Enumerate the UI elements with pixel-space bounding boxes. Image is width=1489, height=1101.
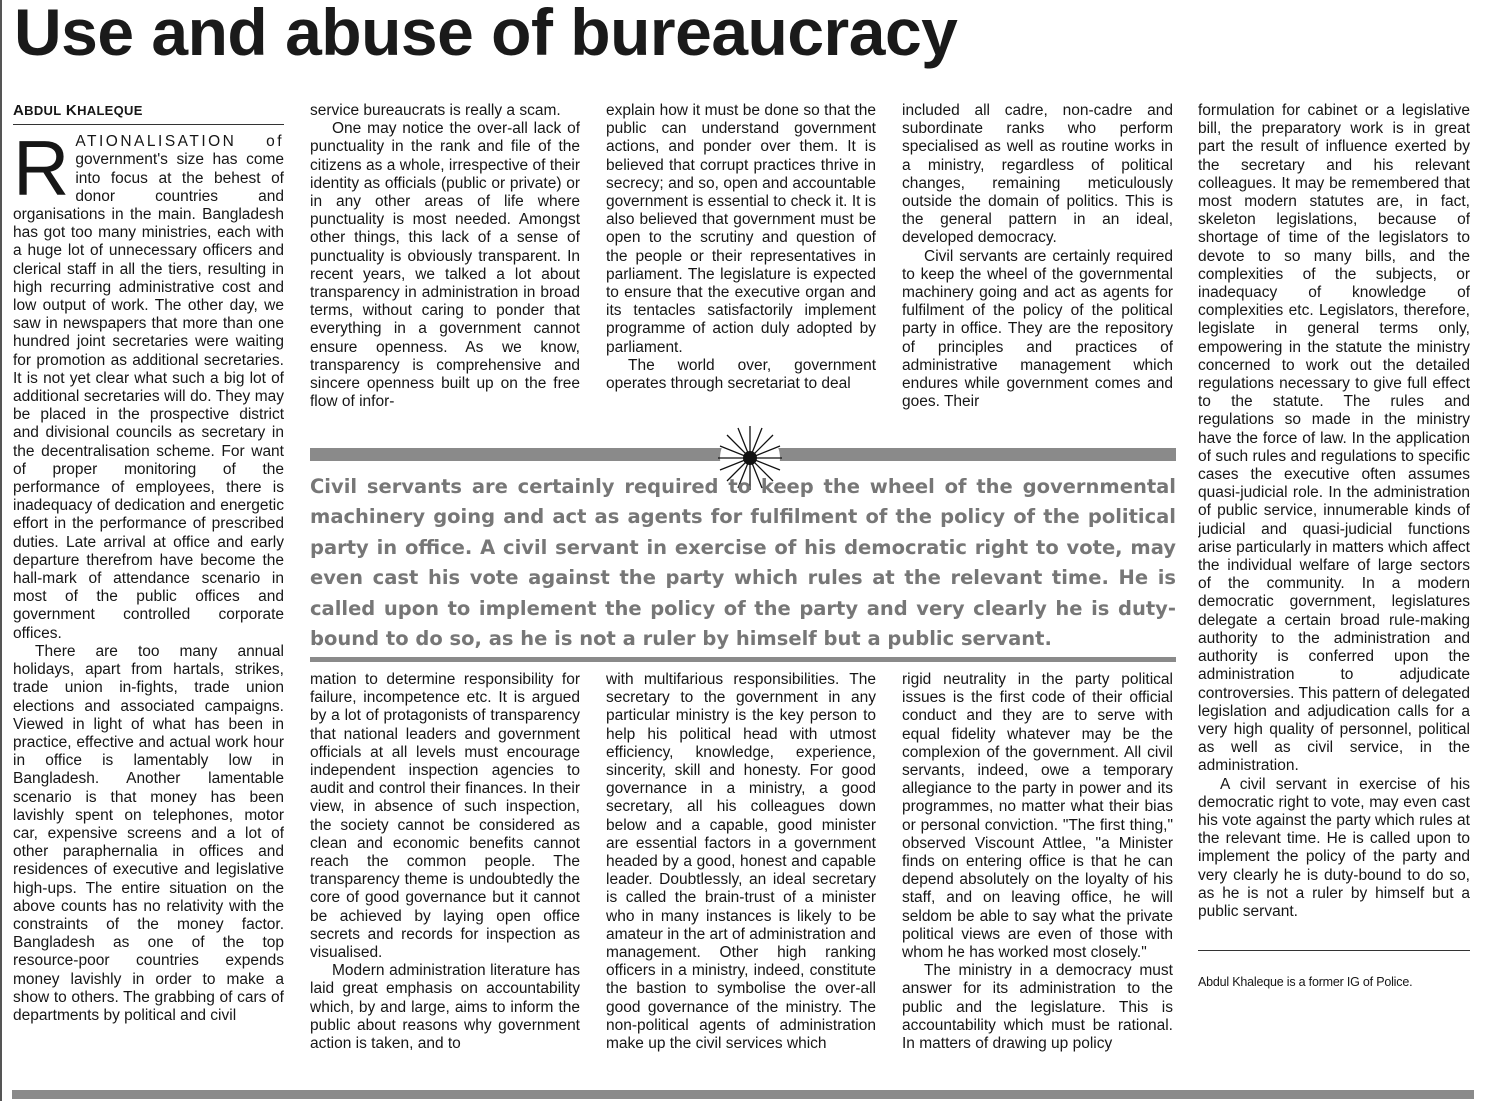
paragraph: service bureaucrats is really a scam.	[310, 102, 561, 119]
lead-caps: ATIONALISATION of	[75, 133, 284, 151]
paragraph: included all cadre, non-cadre and subordinate ranks who perform specialised as well as routine works in a ministry, regardless of political changes, remaining meticulously outside the domain of politics. This is the general pattern in an ideal, developed democracy.	[902, 102, 1173, 247]
paragraph: There are too many annual holidays, apart from hartals, strikes, trade union in-fights, trade union elections and associated campaigns. Viewed in light of what has been in practice, effective and actual work hour in office is lamentably low in Bangladesh. Another lamentable scenario is that money has been lavishly spent on telephones, motor car, expensive screens and a lot of other paraphernalia in offices and residences of executive and legislative high-ups. The entire situation on the above counts has no relativity with the constraints of the money factor. Bangladesh as one of the top resource-poor countries expends money lavishly in order to make a show to others. The grabbing of cars of departments by political and civil	[13, 642, 284, 1024]
column-2-bottom	[310, 671, 580, 1083]
column-4-top	[902, 102, 1173, 422]
column-5	[1198, 102, 1470, 946]
pullquote: Civil servants are certainly required to keep the wheel of the governmental machinery going and act as agents for fulfilment of the policy of the political party in office. A civil servant in exercise of his democratic right to vote, may even cast his vote against the party which rules at the relevant time. He is called upon to implement the policy of the party and very clearly he is duty-bound to do so, as he is not a ruler by himself but a public servant.	[310, 475, 1176, 651]
headline: Use and abuse of bureaucracy	[14, 0, 958, 69]
column-1	[13, 102, 284, 1077]
paragraph: mation to determine responsibility for failure, incompetence etc. It is argued by a lot of protagonists of transparency that national leaders and government officials at all levels must encourage independent inspection agencies to audit and control their finances. In their view, in absence of such inspection, the society cannot be considered as clean and economic benefits cannot reach the common people. The transparency theme is undoubtedly the core of good governance but it cannot be achieved by laying open office secrets and records for inspection as visualised.	[310, 671, 580, 962]
column-3-bottom	[606, 671, 876, 1083]
paragraph: The world over, government operates through secretariat to deal	[606, 356, 876, 393]
byline: ABDUL KHALEQUE	[13, 102, 284, 125]
author-note: Abdul Khaleque is a former IG of Police.	[1198, 975, 1413, 989]
pullquote-bottom-bar	[310, 657, 1176, 662]
paragraph: with multifarious responsibilities. The secretary to the government in any particular ministry is the key person to help his political head with utmost efficiency, knowledge, experience, sincerity, skill and honesty. For good governance in a ministry, a good secretary, all his colleagues down below and a capable, good minister are essential factors in a government headed by a good, honest and capable leader. Doubtlessly, an ideal secretary is called the brain-trust of a minister who in many instances is likely to be amateur in the art of administration and management. Other high ranking officers in a ministry, indeed, constitute the bastion to symbolise the over-all good governance of the ministry. The non-political agents of administration make up the civil services which	[606, 671, 876, 1053]
column-4-bottom	[902, 671, 1173, 1083]
paragraph: rigid neutrality in the party political issues is the first code of their official conduct and they are to serve with equal fidelity whatever may be the complexion of the government. All civil servants, indeed, owe a temporary allegiance to the party in power and its programmes, no matter what their bias or personal conviction. "The first thing," observed Viscount Attlee, "a Minister finds on entering office is that he can depend absolutely on the loyalty of his staff, and on leaving office, he will seldom be able to say what the private political views are even of those with whom he has worked most closely."	[902, 671, 1173, 962]
paragraph: explain how it must be done so that the public can understand government actions, and ponder over them. It is believed that corrupt practices thrive in secrecy; and so, open and accountable government is essential to check it. It is also believed that government must be open to the scrutiny and question of the people or their representatives in parliament. The legislature is expected to ensure that the executive organ and its tentacles satisfactorily implement programme of action duly adopted by parliament.	[606, 102, 876, 356]
page-bottom-bar	[12, 1090, 1474, 1099]
lead-paragraph: RATIONALISATION of government's size has come into focus at the behest of donor countries and organisations in the main. Bangladesh has got too many ministries, each with a huge lot of unnecessary officers and clerical staff in all the tiers, resulting in high recurring administrative cost and low output of work. The other day, we saw in newspapers that more than one hundred joint secretaries were waiting for promotion as additional secretaries. It is not yet clear what such a big lot of additional secretaries will do. They may be placed in the prospective district and divisional councils as secretary in the decentralisation scheme. For want of proper monitoring of the performance of employees, there is inadequacy of dedication and energetic effort in the performance of prescribed duties. Late arrival at office and early departure therefrom have become the hall-mark of attendance scenario in most of the public offices and government controlled corporate offices.	[13, 124, 284, 642]
paragraph: The ministry in a democracy must answer for its administration to the public and the legislature. This is accountability which must be rational. In matters of drawing up policy	[902, 962, 1173, 1053]
paragraph: A civil servant in exercise of his democratic right to vote, may even cast his vote against the party which rules at the relevant time. He is called upon to implement the policy of the party and very clearly he is duty-bound to do so, as he is not a ruler by himself but a public servant.	[1198, 775, 1470, 920]
paragraph: Civil servants are certainly required to keep the wheel of the governmental machinery going and act as agents for fulfilment of the policy of the political party in office. They are the repository of principles and practices of administrative management which endures while government comes and goes. Their	[902, 247, 1173, 411]
author-note-rule	[1198, 950, 1470, 951]
column-2-top	[310, 102, 580, 422]
drop-cap: R	[13, 124, 70, 213]
paragraph: Modern administration literature has laid great emphasis on accountability which, by and large, aims to inform the public about reasons why government action is taken, and to	[310, 962, 580, 1053]
paragraph: One may notice the over-all lack of punctuality in the rank and file of the citizens as a whole, irrespective of their identity as officials (public or private) or in any other areas of life where punctuality is most needed. Amongst other things, this lack of a sense of punctuality is obviously transparent. In recent years, we talked a lot about transparency in administration in broad terms, without caring to ponder that everything in a government cannot ensure openness. As we know, transparency is comprehensive and sincere openness built up on the free flow of infor-	[310, 120, 580, 411]
page-edge-rule	[0, 0, 2, 1101]
paragraph: formulation for cabinet or a legislative bill, the preparatory work is in great part the result of influence exerted by the secretary and his relevant colleagues. It may be remembered that most modern statutes are, in fact, skeleton legislations, because of shortage of time of the legislators to devote to so many bills, and the complexities of the subjects, or inadequacy of knowledge of complexities etc. Legislators, therefore, legislate in general terms only, empowering in the statute the ministry concerned to work out the detailed regulations necessary to give full effect to the statute. The rules and regulations so made in the ministry have the force of law. In the application of such rules and regulations to specific cases the executive often assumes quasi-judicial role. In the administration of public service, innumerable kinds of judicial and quasi-judicial functions arise particularly in matters which affect the individual welfare of large sectors of the community. In a modern democratic government, legislatures delegate a certain broad rule-making authority to the administration and authority is conferred upon the administration to adjudicate controversies. This pattern of delegated legislation and adjudication calls for a very high quality of personnel, political as well as civil service, in the administration.	[1198, 102, 1470, 775]
column-3-top	[606, 102, 876, 422]
